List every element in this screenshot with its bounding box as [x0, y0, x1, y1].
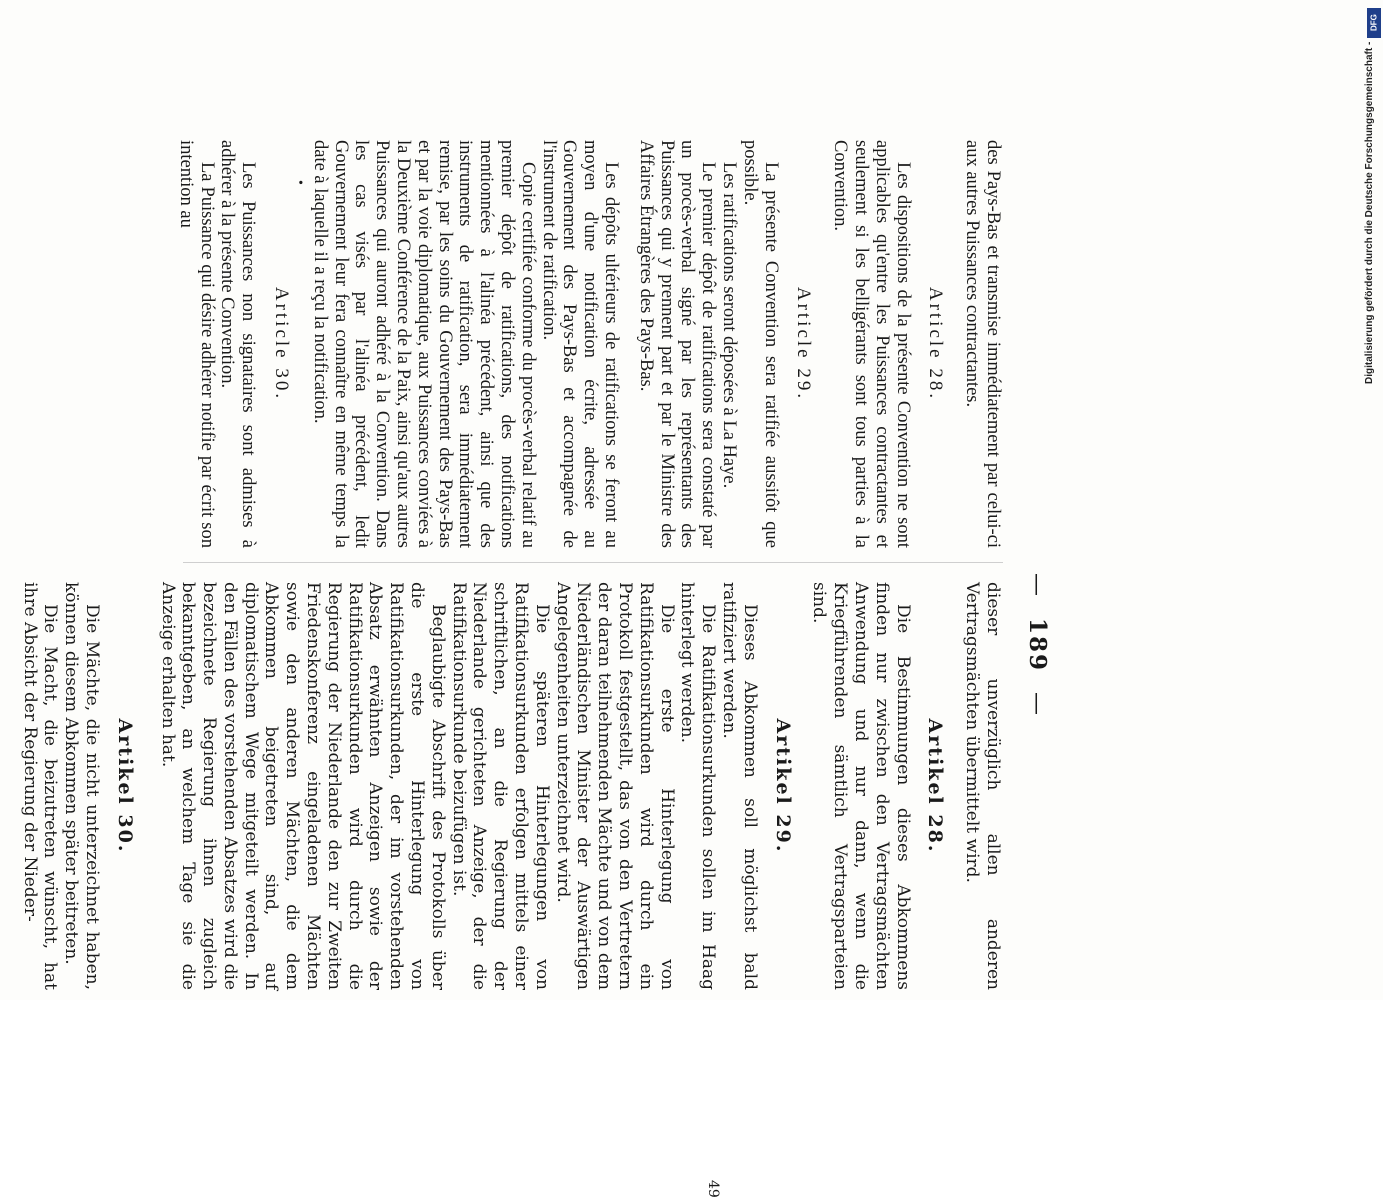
- header-dash-left: —: [1024, 572, 1050, 598]
- german-article-29-heading: Artikel 29.: [771, 718, 794, 854]
- stray-dot: •: [292, 180, 308, 185]
- french-article-30-p2: La Puissance qui désire adhérer notifie par écrit son intention au: [175, 140, 217, 548]
- german-article-29-p4: Die späteren Hinterlegungen von Ratifikationsurkunden erfolgen mittels einer schriftlichen, an die Regierung der Niederlande gerichteten Anzeige, der die Ratifikationsurkunde beizufügen ist.: [448, 582, 552, 990]
- french-column: [175, 140, 1003, 548]
- german-article-29-p2: Die Ratifikationsurkunden sollen im Haag hinterlegt werden.: [677, 582, 719, 990]
- french-article-29-p3: Le premier dépôt de ratifications sera constaté par un procès-verbal signé par les représentants des Puissances qui y prennent part et par le Ministre des Affaires Étrangères des Pays-Bas.: [635, 140, 719, 548]
- digitization-stamp-text: Digitalisierung gefördert durch die Deutsche Forschungsgemeinschaft -: [1364, 42, 1375, 385]
- page-number: 189: [1024, 617, 1051, 672]
- french-article-30-heading: Article 30.: [271, 286, 293, 402]
- german-article-30-p1: Die Mächte, die nicht unterzeichnet haben, können diesem Abkommen später beitreten.: [61, 582, 102, 990]
- french-article-28-text: Les dispositions de la présente Convention ne sont applicables qu'entre les Puissances contractantes et seulement si les belligérants sont tous parties à la Convention.: [830, 140, 913, 548]
- german-article-29-p5: Beglaubigte Abschrift des Protokolls über die erste Hinterlegung von Ratifikationsurkunden, der im vorstehenden Absatz erwähnten Anzeigen sowie der Ratifikationsurkunden wird durch die Regierung der Niederlande den zur Zweiten Friedenskonferenz eingeladenen Mächten sowie den anderen Mächten, die dem Abkommen beigetreten sind, auf diplomatischem Wege mitgeteilt werden. In den Fällen des vorstehenden Absatzes wird die bezeichnete Regierung ihnen zugleich bekanntgeben, an welchem Tage sie die Anzeige erhalten hat.: [157, 582, 448, 990]
- page-header: [1017, 110, 1051, 1180]
- digitization-stamp: [1364, 8, 1382, 418]
- german-intro: dieser unverzüglich allen anderen Vertragsmächten übermittelt wird.: [962, 582, 1003, 990]
- french-article-29-p5: Copie certifiée conforme du procès-verbal relatif au premier dépôt de ratifications, des notifications mentionnées à l'alinéa précédent, ainsi que des instruments de ratification, sera immédiatement remise, par les soins du Gouvernement des Pays-Bas et par la voie diplomatique, aux Puissances conviées à la Deuxième Conférence de la Paix, ainsi qu'aux autres Puissances qui auront adhéré à la Convention. Dans les cas visés par l'alinéa précédent, ledit Gouvernement leur fera connaître en même temps la date à laquelle il a reçu la notification.: [309, 140, 538, 548]
- german-column: [19, 582, 1003, 990]
- folio-mark: 49: [705, 1180, 721, 1198]
- french-article-28-heading: Article 28.: [925, 286, 947, 402]
- french-article-29-heading: Article 29.: [793, 286, 815, 402]
- french-article-29-p1: La présente Convention sera ratifiée aussitôt que possible.: [739, 140, 781, 548]
- dfg-logo: DFG: [1367, 8, 1381, 38]
- header-dash-right: —: [1024, 692, 1050, 718]
- german-article-28-text: Die Bestimmungen dieses Abkommens finden nur zwischen den Vertragsmächten Anwendung und nur dann, wenn die Kriegführenden sämtlich Vertragsparteien sind.: [809, 582, 913, 990]
- german-article-29-p3: Die erste Hinterlegung von Ratifikationsurkunden wird durch ein Protokoll festgestellt, das von den Vertretern der daran teilnehmenden Mächte und von dem Niederländischen Minister der Auswärtigen Angelegenheiten unterzeichnet wird.: [552, 582, 677, 990]
- column-divider: [183, 562, 1003, 563]
- german-article-30-heading: Artikel 30.: [113, 718, 136, 854]
- french-intro: des Pays-Bas et transmise immédiatement par celui-ci aux autres Puissances contractantes.: [962, 140, 1003, 548]
- rotated-content: [19, 110, 1051, 1198]
- german-article-28-heading: Artikel 28.: [924, 718, 947, 854]
- german-article-29-p1: Dieses Abkommen soll möglichst bald ratifiziert werden.: [719, 582, 760, 990]
- french-article-30-p1: Les Puissances non signataires sont admises à adhérer à la présente Convention.: [217, 140, 259, 548]
- german-article-30-p2: Die Macht, die beizutreten wünscht, hat ihre Absicht der Regierung der Nieder-: [19, 582, 61, 990]
- french-article-29-p4: Les dépôts ultérieurs de ratifications se feront au moyen d'une notification écrite, adressée au Gouvernement des Pays-Bas et accompagnée de l'instrument de ratification.: [538, 140, 622, 548]
- french-article-29-p2: Les ratifications seront déposées à La Haye.: [719, 162, 740, 489]
